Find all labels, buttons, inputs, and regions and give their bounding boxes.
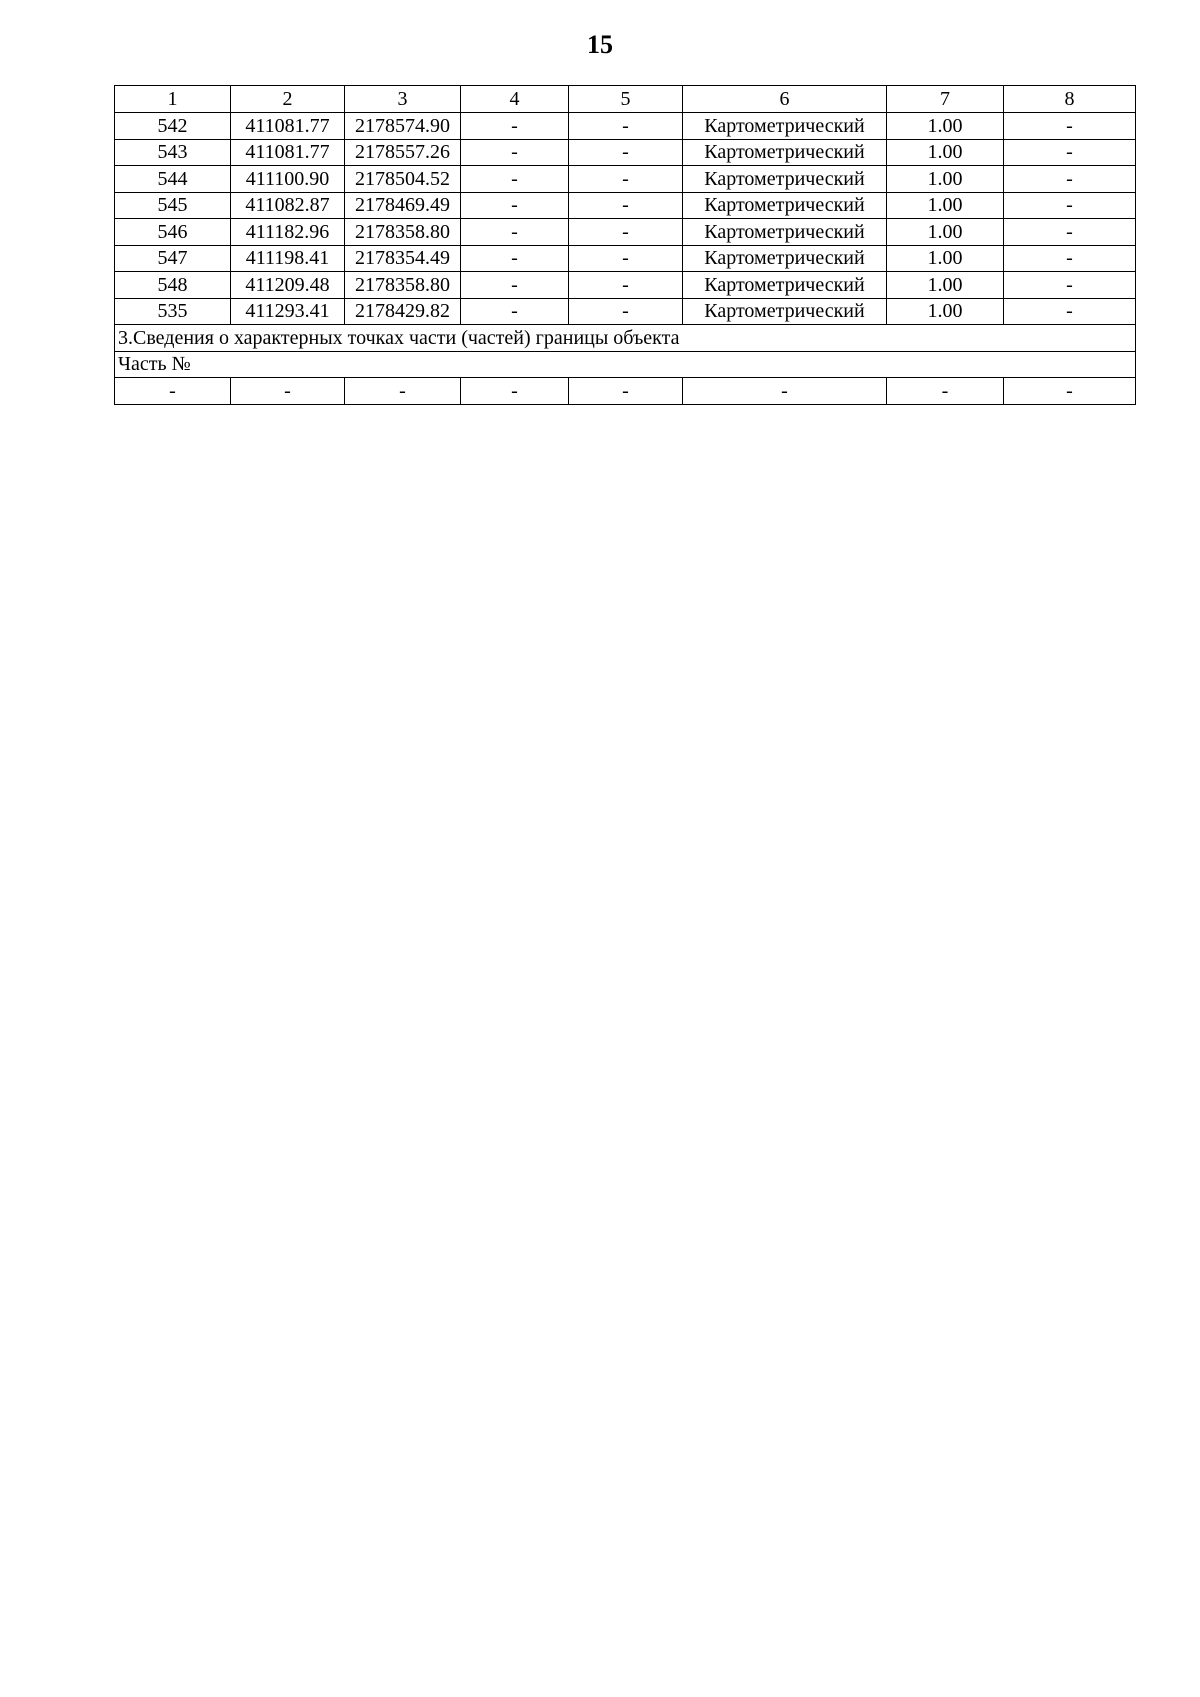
column-header: 3 (345, 86, 461, 113)
table-cell: Картометрический (683, 245, 887, 272)
table-cell: - (231, 378, 345, 405)
column-header: 7 (887, 86, 1004, 113)
table-cell: - (461, 166, 569, 193)
table-cell: - (461, 139, 569, 166)
table-cell: 411081.77 (231, 139, 345, 166)
table-cell: 535 (115, 298, 231, 325)
table-cell: 1.00 (887, 192, 1004, 219)
table-cell: 545 (115, 192, 231, 219)
table-cell: 2178469.49 (345, 192, 461, 219)
column-header: 1 (115, 86, 231, 113)
table-row (115, 219, 1136, 246)
table-cell: - (1004, 113, 1136, 140)
empty-part-row (115, 378, 1136, 405)
table-row (115, 139, 1136, 166)
table-row (115, 272, 1136, 299)
table-cell: - (1004, 219, 1136, 246)
table-cell: 1.00 (887, 245, 1004, 272)
table-cell: 1.00 (887, 219, 1004, 246)
table-header-row (115, 86, 1136, 113)
table-cell: - (1004, 298, 1136, 325)
table-cell: - (569, 192, 683, 219)
table-row (115, 298, 1136, 325)
table-cell: Картометрический (683, 192, 887, 219)
table-cell: 411293.41 (231, 298, 345, 325)
table-cell: - (569, 166, 683, 193)
table-cell: 2178354.49 (345, 245, 461, 272)
section-title-row (115, 325, 1136, 352)
table-cell: 2178358.80 (345, 219, 461, 246)
table-cell: - (461, 113, 569, 140)
table-cell: - (683, 378, 887, 405)
column-header: 4 (461, 86, 569, 113)
table-cell: 1.00 (887, 166, 1004, 193)
table-row (115, 245, 1136, 272)
table-cell: - (461, 298, 569, 325)
table-cell: - (1004, 378, 1136, 405)
table-cell: - (569, 113, 683, 140)
table-cell: - (569, 245, 683, 272)
table-cell: - (461, 245, 569, 272)
table-row (115, 192, 1136, 219)
table-cell: 2178557.26 (345, 139, 461, 166)
table-cell: 2178358.80 (345, 272, 461, 299)
table-cell: Картометрический (683, 272, 887, 299)
table-cell: 544 (115, 166, 231, 193)
table-cell: 2178574.90 (345, 113, 461, 140)
column-header: 8 (1004, 86, 1136, 113)
column-header: 6 (683, 86, 887, 113)
table-cell: - (569, 298, 683, 325)
table-cell: 1.00 (887, 113, 1004, 140)
table-cell: 411100.90 (231, 166, 345, 193)
column-header: 5 (569, 86, 683, 113)
table-cell: - (569, 378, 683, 405)
table-cell: - (1004, 272, 1136, 299)
table-row (115, 166, 1136, 193)
table-cell: - (569, 139, 683, 166)
table-cell: 2178429.82 (345, 298, 461, 325)
table-row (115, 113, 1136, 140)
table-cell: - (569, 219, 683, 246)
table-cell: 546 (115, 219, 231, 246)
table-cell: 411182.96 (231, 219, 345, 246)
part-label-row (115, 351, 1136, 378)
part-label: Часть № (115, 351, 1136, 378)
table-cell: - (887, 378, 1004, 405)
table-cell: - (461, 219, 569, 246)
page-number: 15 (587, 30, 613, 59)
coordinates-table (114, 85, 1136, 405)
table-cell: - (461, 192, 569, 219)
table-cell: Картометрический (683, 166, 887, 193)
table-cell: - (115, 378, 231, 405)
table-cell: Картометрический (683, 219, 887, 246)
table-cell: - (1004, 166, 1136, 193)
table-cell: 411198.41 (231, 245, 345, 272)
table-cell: Картометрический (683, 113, 887, 140)
table-cell: 542 (115, 113, 231, 140)
column-header: 2 (231, 86, 345, 113)
table-cell: - (461, 272, 569, 299)
table-cell: - (345, 378, 461, 405)
table-cell: - (461, 378, 569, 405)
table-cell: Картометрический (683, 298, 887, 325)
table-cell: 411082.87 (231, 192, 345, 219)
table-cell: - (1004, 139, 1136, 166)
table-cell: 2178504.52 (345, 166, 461, 193)
table-cell: Картометрический (683, 139, 887, 166)
table-cell: - (569, 272, 683, 299)
table-cell: 1.00 (887, 139, 1004, 166)
table-cell: - (1004, 192, 1136, 219)
table-cell: - (1004, 245, 1136, 272)
section-title: 3.Сведения о характерных точках части (частей) границы объекта (115, 325, 1136, 352)
table-cell: 1.00 (887, 272, 1004, 299)
table-cell: 548 (115, 272, 231, 299)
table-cell: 547 (115, 245, 231, 272)
table-cell: 411209.48 (231, 272, 345, 299)
table-cell: 411081.77 (231, 113, 345, 140)
table-cell: 543 (115, 139, 231, 166)
table-cell: 1.00 (887, 298, 1004, 325)
